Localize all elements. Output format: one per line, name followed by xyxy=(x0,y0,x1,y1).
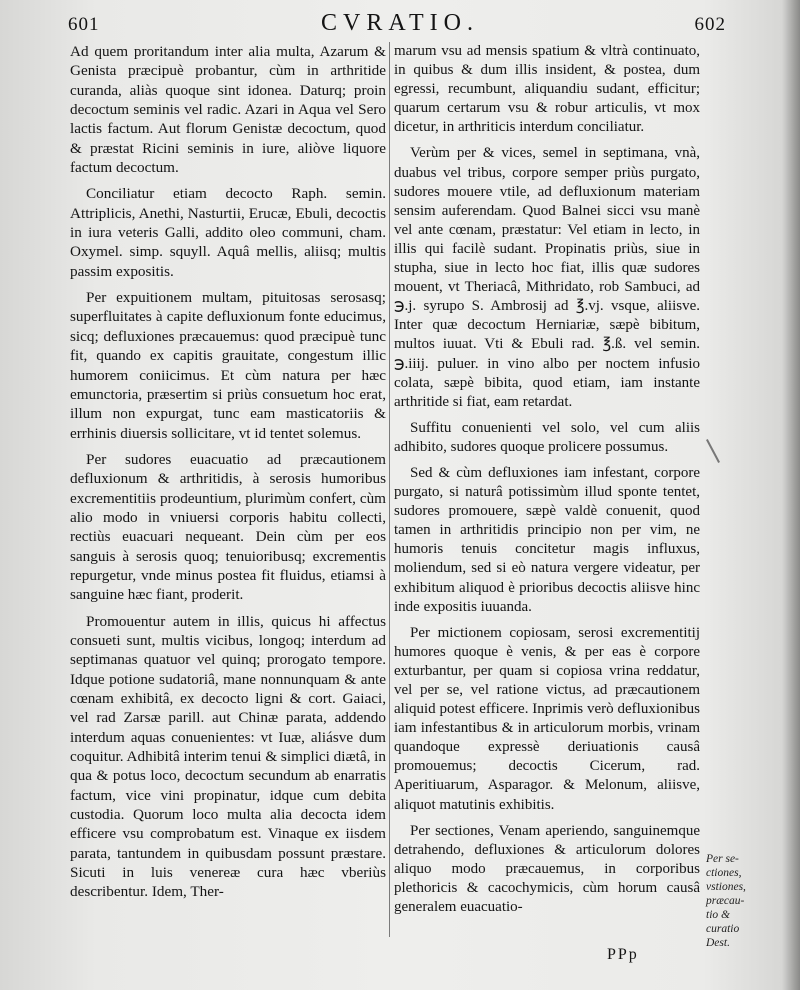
right-column xyxy=(394,42,700,924)
marginal-note-line: tio & xyxy=(706,909,730,921)
left-column xyxy=(70,42,386,909)
paragraph: Per sudores euacuatio ad præcautionem defluxionum & arthritidis, à serosis humoribus excrementitiis prodeuntium, plurimùm confert, cùm alio modo in vniuersi corporis habitu collecti, rectiùs euacuari nequeant. Dein cùm per eos sanguis à serosis quoq; tenuioribusq; excrementis repurgetur, vnde minus postea fit fluidus, etiamsi à sanguine hæc fiant, proderit. xyxy=(70,450,386,604)
paragraph: Conciliatur etiam decocto Raph. semin. Attriplicis, Anethi, Nasturtii, Erucæ, Ebuli, decoctis in iura veteris Galli, addito oleo communi, cham. Oxymel. simp. squyll. Aquâ mellis, aliisq; multis passim expositis. xyxy=(70,185,386,280)
right-page-number: 602 xyxy=(694,14,726,35)
paragraph: Promouentur autem in illis, quicus hi affectus consueti sunt, multis vicibus, longoq; interdum ad septimanas quatuor vel quinq; prorogato tempore. Idque potione sudatoriâ, mane nonnunquam & ante cœnam exhibitâ, ex decocto ligni & cort. Gaiaci, vel rad Zarsæ parill. aut Chinæ parata, addendo interdum aquas conuenientes: vt Iuæ, aliásve dum coquitur. Adhibitâ interim tenui & simplici diætâ, in qua & potus loco, decoctum secundum ab enarratis factum, vice vini propinatur, idque cum debita custodia. Quorum loco multa alia decocta idem efficere vsu comprobatum est. Vinaque ex iisdem parata, tantundem in quibusdam possunt præstare. Sicuti in luis venereæ cura hæc vberiùs describentur. Idem, Ther- xyxy=(70,612,386,901)
paragraph: Ad quem proritandum inter alia multa, Azarum & Genista præcipuè probantur, cùm in arthritide curanda, aliàs quoque sint idonea. Daturq; proin decoctum seminis vel radic. Azari in Aqua vel Sero lactis factum. Aut florum Genistæ decoctum, quod & præstat Ricini seminis in iure, aliòve liquore factum decoctum. xyxy=(70,43,386,177)
marginal-note-line: præcau- xyxy=(706,895,745,907)
marginal-note-line: curatio xyxy=(706,923,740,935)
running-title: CVRATIO. xyxy=(320,10,479,36)
paragraph: Per expuitionem multam, pituitosas serosasq; superfluitates à capite defluxionum fonte educimus, sicq; defluxiones præcauemus: quod præcipuè tunc fit, quando ex capitis grauitate, congestum illic humorem coniicimus. Et cùm natura per hæc emunctoria, præsertim si priùs consuetum hoc erat, illum non expurgat, tunc eam masticatoriis & errhinis diuersis sollicitare, vt id tentet solemus. xyxy=(70,289,386,442)
signature-mark: PPp xyxy=(607,946,639,963)
column-divider xyxy=(389,42,390,937)
left-page-number: 601 xyxy=(68,14,100,35)
marginal-note-line: ctiones, xyxy=(706,867,742,879)
page-edge-shadow xyxy=(782,0,800,990)
paragraph: Verùm per & vices, semel in septimana, vnà, duabus vel tribus, corpore semper priùs purgato, sudores mouere vtile, ad defluxionum materiam sensim auferendam. Quod Balnei sicci vsu manè vel ante cœnam, præstatur: Vel etiam in lecto, in illis qui facilè sudant. Propinatis priùs, siue in stupha, siue in lecto hoc fiat, illis quæ sudores mouent, vt Theriacâ, Mithridato, rob Sambuci, ad ℈.j. syrupo S. Ambrosij ad ℥.vj. vsque, aliisve. Inter quæ decoctum Herniariæ, sæpè bibitum, multos iuuat. Vti & Ebuli rad. ℥.ß. vel semin. ℈.iiij. puluer. in vino albo per noctem infusio colata, sæpè bibita, quod etiam, iam instante arthritide si fiat, eam retardat. xyxy=(394,145,700,410)
paragraph: Per sectiones, Venam aperiendo, sanguinemque detrahendo, defluxiones & articulorum dolores aliquo modo præcauemus, in corporibus plethoricis & cacochymicis, cùm horum causâ generalem euacuatio- xyxy=(394,822,700,916)
marginal-note-line: vstiones, xyxy=(706,881,746,893)
paragraph: Per mictionem copiosam, serosi excrementitij humores quoque è venis, & per eas è corpore exturbantur, per quam si copiosa vrina reddatur, vel per se, vel ratione victus, ad præcautionem aliquid potest efficere. Inprimis verò defluxionibus iam infestantibus & in articulorum morbis, vrinam quandoque expressè deriuationis causâ promouemus; decoctis Cicerum, rad. Aperitiuarum, Asparagor. & Melonum, aliisve, aliquot matutinis exhibitis. xyxy=(394,624,700,813)
paragraph: Suffitu conuenienti vel solo, vel cum aliis adhibito, sudores quoque prolicere possumus. xyxy=(394,419,700,455)
paragraph: Sed & cùm defluxiones iam infestant, corpore purgato, si naturâ potissimùm illud sponte tentet, sudores promouere, sæpè valdè conuenit, quod tamen in arthritidis principio non per vim, ne humoris tenuis concitetur magis influxus, moliendum, sed si eò natura vergere videatur, per exhibitum aliquod è prioribus decoctis aliisve hinc inde expositis iuuanda. xyxy=(394,464,700,615)
pen-mark xyxy=(706,439,720,463)
paragraph: marum vsu ad mensis spatium & vltrà continuato, in quibus & dum illis insident, & postea, dum egressi, recumbunt, aliquandiu sudant, efficitur; quarum certarum vsu & robur articulis, vt mox dicetur, in arthriticis interdum conciliatur. xyxy=(394,43,700,136)
marginal-note-line: Dest. xyxy=(706,937,730,949)
marginal-note xyxy=(706,852,772,950)
marginal-note-line: Per se- xyxy=(706,853,739,865)
